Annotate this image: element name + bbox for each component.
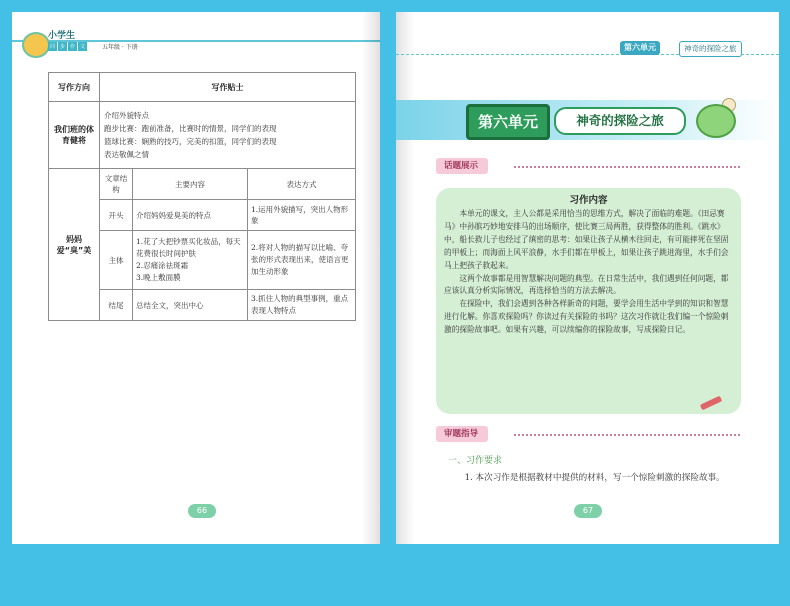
header-unit-badge: 第六单元 [620,41,660,55]
panel-paragraph: 这两个故事都是用智慧解决问题的典型。在日常生活中，我们遇到任何问题，都应该认真分析实际情况，再选择恰当的方法去解决。 [444,273,729,296]
page-number: 66 [188,504,216,518]
section-guide-tag: 审题指导 [436,426,488,442]
panel-body [444,208,736,337]
method-cell: 3.抓住人物的典型事例，重点表现人物特点 [248,290,356,321]
structure-row [100,231,355,290]
right-page [396,12,779,544]
page-number: 67 [574,504,602,518]
writing-tips-table [48,72,356,321]
brand-tag: 步 [60,44,66,50]
content-panel [436,188,741,414]
content-cell: 总结全文，突出中心 [133,290,248,321]
sub-header: 主要内容 [133,169,248,200]
content-cell: 1.花了大把钞票买化妆品，每天花费很长时间护肤 2.忍痛涂祛斑霜 3.晚上敷面膜 [133,231,248,290]
mascot-icon [696,104,736,138]
unit-label: 第六单元 [466,104,550,140]
table-row [49,169,356,321]
brand-tag: 作 [70,44,76,50]
mascot-logo-icon [22,32,50,58]
structure-cell [100,169,356,321]
unit-title: 神奇的探险之旅 [554,107,686,135]
method-cell: 2.将对人物的描写以比喻、夸张的形式表现出来，使语言更加生动形象 [248,231,356,290]
structure-table [100,169,355,320]
structure-row [100,200,355,231]
panel-paragraph: 在探险中，我们会遇到各种各样新奇的问题，要学会用生活中学到的知识和智慧进行化解。你喜欢探险吗？你读过有关探险的书吗？这次习作就让我们编一个惊险刺激的探险故事吧。如果有兴趣，可以续编你的探险故事，写成探险日记。 [444,299,729,335]
left-page [12,12,380,544]
topic-cell: 妈妈爱“臭”美 [49,169,100,321]
tip-line: 表达敬佩之情 [104,150,149,159]
brand-tag: 文 [80,44,86,50]
structure-header-row [100,169,355,200]
part-cell: 开头 [100,200,133,231]
dotted-rule [514,166,740,168]
sub-header: 文章结构 [100,169,133,200]
structure-row [100,290,355,321]
header-title-badge: 神奇的探险之旅 [679,41,742,57]
table-header-row [49,73,356,102]
header-topic: 写作方向 [49,73,100,102]
panel-paragraph: 本单元的课文，主人公都是采用恰当的思维方式，解决了面临的难题。《田忌赛马》中孙膑巧妙地安排马的出场顺序，使比赛三局两胜，获得整体的胜利。《跳水》中，船长救儿子也经过了缜密的思考：如果让孩子从横木往回走，有可能摔死在坚固的甲板上；而海面上风平浪静，水手们都在甲板上，如果让孩子跳进海里，水手们会马上把孩子救起来。 [444,209,729,270]
gutter-shadow [362,12,380,544]
brand-tags [48,42,87,51]
requirement-heading: 一、习作要求 [448,456,503,466]
topic-cell: 我们班的体育健将 [49,102,100,169]
tip-line: 跑步比赛：跑前准备，比赛时的情景，同学们的表现 [104,124,277,133]
section-topic-tag: 话题展示 [436,158,488,174]
table-row [49,102,356,169]
brand-title: 小学生 [48,31,76,41]
brand-tag: 同 [50,44,56,50]
dotted-rule [514,434,740,436]
gutter-shadow [396,12,414,544]
requirement-text: 1. 本次习作是根据教材中提供的材料，写一个惊险刺激的探险故事。 [464,473,725,483]
sub-header: 表达方式 [248,169,356,200]
part-cell: 主体 [100,231,133,290]
grade-label: 五年级 · 下册 [102,44,138,51]
tip-line: 介绍外貌特点 [104,111,149,120]
tip-line: 篮球比赛：娴熟的技巧，完美的扣篮，同学们的表现 [104,137,277,146]
header-tips: 写作贴士 [100,73,356,102]
part-cell: 结尾 [100,290,133,321]
tips-cell [100,102,356,169]
panel-title: 习作内容 [569,195,608,206]
content-cell: 介绍妈妈爱臭美的特点 [133,200,248,231]
method-cell: 1.运用外貌描写，突出人物形象 [248,200,356,231]
